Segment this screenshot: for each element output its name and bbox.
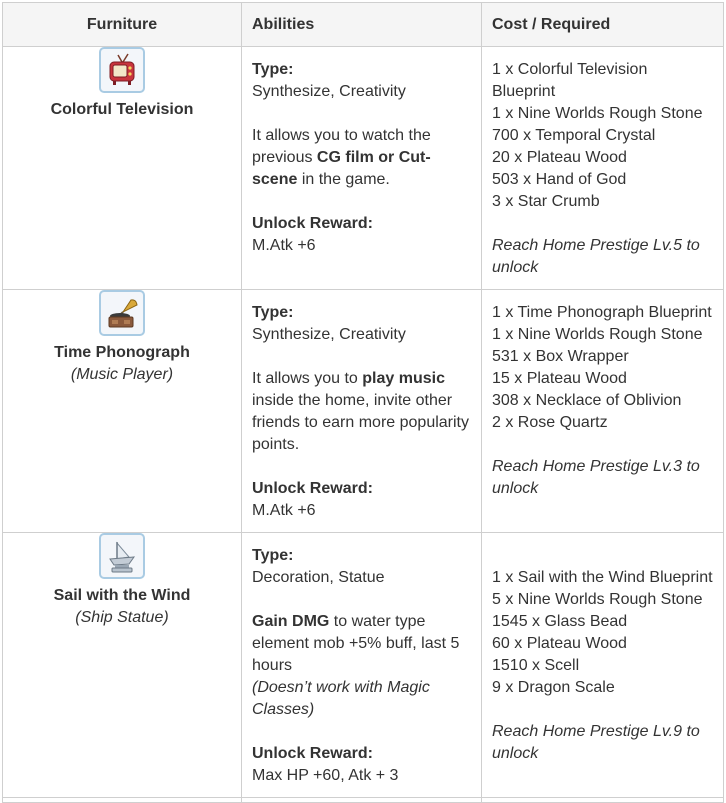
cost-item: 1 x Nine Worlds Rough Stone bbox=[492, 105, 703, 122]
cost-cell bbox=[482, 533, 724, 798]
cost-item: 3 x Star Crumb bbox=[492, 193, 600, 210]
ability-highlight: Gain DMG bbox=[252, 613, 330, 630]
type-label: Type: bbox=[252, 547, 294, 564]
header-furniture: Furniture bbox=[3, 3, 242, 47]
furniture-cell bbox=[3, 290, 242, 533]
unlock-requirement: Reach Home Prestige Lv.9 to unlock bbox=[492, 723, 700, 762]
unlock-reward-value: M.Atk +6 bbox=[252, 237, 316, 254]
table-row bbox=[3, 47, 724, 290]
furniture-cell bbox=[3, 47, 242, 290]
ship-statue-icon bbox=[99, 533, 145, 579]
abilities-cell bbox=[242, 47, 482, 290]
cost-item: 1 x Time Phonograph Blueprint bbox=[492, 304, 712, 321]
cost-item: 9 x Dragon Scale bbox=[492, 679, 615, 696]
cost-item: 1 x Nine Worlds Rough Stone bbox=[492, 326, 703, 343]
furniture-name: Sail with the Wind bbox=[53, 587, 191, 604]
ability-description: It allows you to watch the previous CG film or Cut-scene in the game. bbox=[252, 127, 431, 188]
cost-item: 5 x Nine Worlds Rough Stone bbox=[492, 591, 703, 608]
ability-highlight: CG film or Cut-scene bbox=[252, 149, 431, 188]
furniture-name: Colorful Television bbox=[50, 101, 194, 118]
television-icon bbox=[99, 47, 145, 93]
ability-note: (Doesn’t work with Magic Classes) bbox=[252, 679, 430, 718]
abilities-cell bbox=[242, 533, 482, 798]
type-value: Decoration, Statue bbox=[252, 569, 385, 586]
cost-item: 700 x Temporal Crystal bbox=[492, 127, 656, 144]
cost-item: 15 x Plateau Wood bbox=[492, 370, 627, 387]
cost-item: 531 x Box Wrapper bbox=[492, 348, 629, 365]
table-row-partial bbox=[3, 798, 724, 803]
type-value: Synthesize, Creativity bbox=[252, 326, 406, 343]
cost-item: 1545 x Glass Bead bbox=[492, 613, 628, 630]
phonograph-icon bbox=[99, 290, 145, 336]
unlock-reward-value: M.Atk +6 bbox=[252, 502, 316, 519]
furniture-subtitle: (Music Player) bbox=[70, 366, 174, 383]
unlock-reward-value: Max HP +60, Atk + 3 bbox=[252, 767, 399, 784]
ability-description: It allows you to play music inside the home, invite other friends to earn more popularity points. bbox=[252, 370, 469, 453]
cost-cell bbox=[482, 290, 724, 533]
unlock-reward-label: Unlock Reward: bbox=[252, 480, 373, 497]
furniture-table bbox=[2, 2, 724, 803]
cost-item: 503 x Hand of God bbox=[492, 171, 627, 188]
cost-item: 1510 x Scell bbox=[492, 657, 580, 674]
unlock-requirement: Reach Home Prestige Lv.3 to unlock bbox=[492, 458, 700, 497]
header-abilities: Abilities bbox=[242, 3, 482, 47]
unlock-reward-label: Unlock Reward: bbox=[252, 215, 373, 232]
ability-description: Gain DMG to water type element mob +5% buff, last 5 hours bbox=[252, 613, 460, 674]
cost-item: 1 x Sail with the Wind Blueprint bbox=[492, 569, 713, 586]
table-row bbox=[3, 290, 724, 533]
type-label: Type: bbox=[252, 304, 294, 321]
cost-item: 2 x Rose Quartz bbox=[492, 414, 608, 431]
furniture-name: Time Phonograph bbox=[54, 344, 190, 361]
table-row bbox=[3, 533, 724, 798]
cost-item: 1 x Colorful Television Blueprint bbox=[492, 61, 648, 100]
cost-item: 60 x Plateau Wood bbox=[492, 635, 627, 652]
ability-highlight: play music bbox=[362, 370, 445, 387]
header-row bbox=[3, 3, 724, 47]
cost-item: 20 x Plateau Wood bbox=[492, 149, 627, 166]
cost-item: 308 x Necklace of Oblivion bbox=[492, 392, 682, 409]
header-cost: Cost / Required bbox=[482, 3, 724, 47]
type-value: Synthesize, Creativity bbox=[252, 83, 406, 100]
unlock-requirement: Reach Home Prestige Lv.5 to unlock bbox=[492, 237, 700, 276]
type-label: Type: bbox=[252, 61, 294, 78]
furniture-cell bbox=[3, 533, 242, 798]
unlock-reward-label: Unlock Reward: bbox=[252, 745, 373, 762]
furniture-subtitle: (Ship Statue) bbox=[75, 609, 169, 626]
abilities-cell bbox=[242, 290, 482, 533]
cost-cell bbox=[482, 47, 724, 290]
